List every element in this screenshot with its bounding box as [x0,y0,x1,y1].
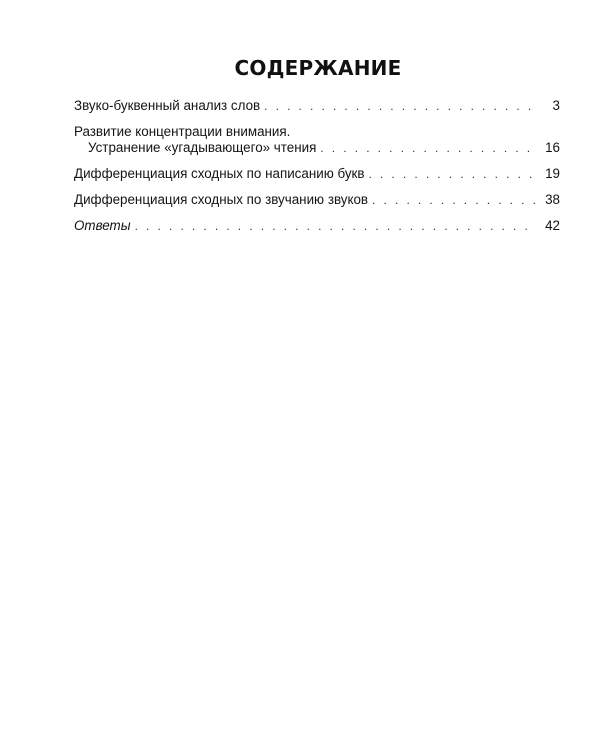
toc-line [74,140,560,156]
toc-dot-leader [264,98,536,114]
toc-page-number: 16 [545,140,560,155]
toc-line [74,218,560,234]
toc-entry[interactable] [74,166,560,182]
toc-entry[interactable] [74,192,560,208]
table-of-contents [74,98,560,234]
toc-entry-label: Дифференциация сходных по написанию букв [74,166,365,181]
toc-dot-leader [369,166,537,182]
toc-line [74,192,560,208]
toc-page-number: 3 [552,98,560,113]
toc-entry-label: Дифференциация сходных по звучанию звуков [74,192,369,207]
toc-line [74,166,560,182]
toc-entry-label: Ответы [74,218,131,233]
toc-dot-leader [320,140,536,156]
toc-entry[interactable] [74,124,560,156]
toc-entry-label: Развитие концентрации внимания. [74,124,291,139]
toc-page-number: 38 [545,192,560,207]
toc-line [74,98,560,114]
toc-entry-label: Звуко-буквенный анализ слов [74,98,261,113]
toc-page-number: 42 [545,218,560,233]
toc-dot-leader [372,192,536,208]
toc-entry[interactable] [74,98,560,114]
toc-page-number: 19 [545,166,560,181]
toc-entry[interactable] [74,218,560,234]
toc-dot-leader [135,218,536,234]
page-title: СОДЕРЖАНИЕ [234,56,402,80]
toc-entry-label-continuation: Устранение «угадывающего» чтения [88,140,317,155]
